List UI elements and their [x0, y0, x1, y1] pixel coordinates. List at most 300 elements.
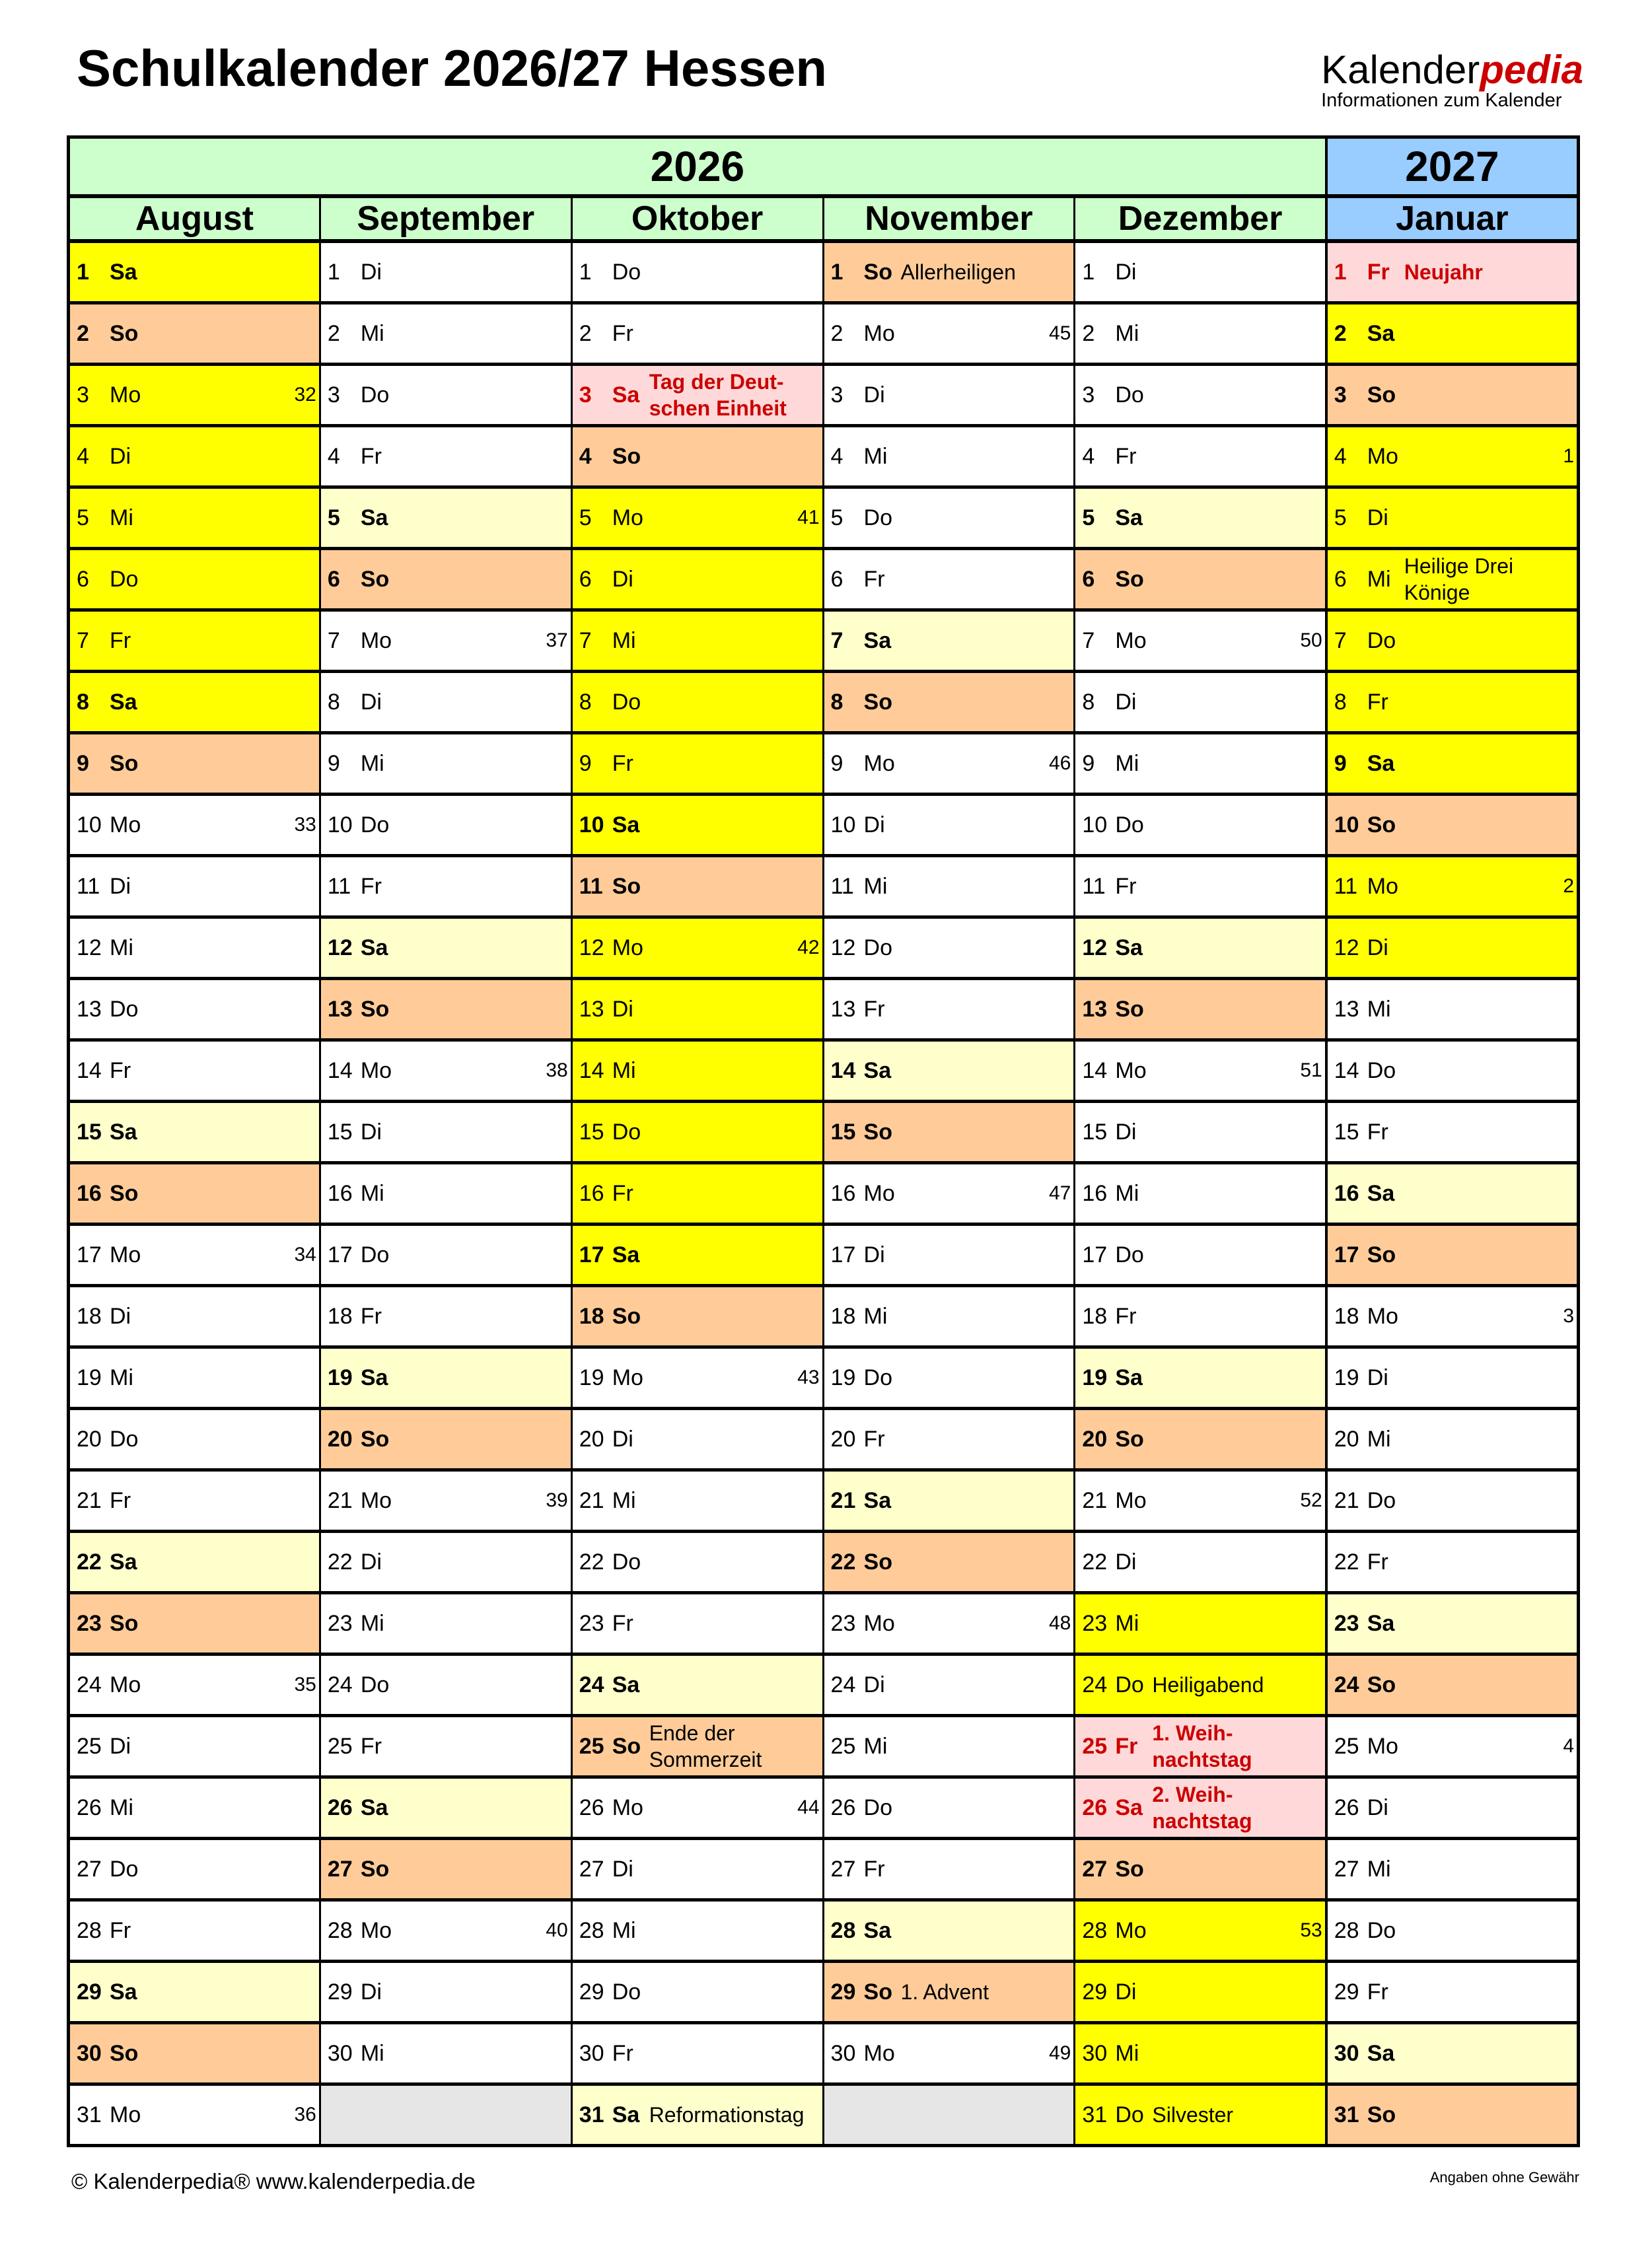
day-number: 1: [1334, 259, 1347, 285]
kalenderpedia-logo[interactable]: [1321, 50, 1583, 111]
day-cell[interactable]: [571, 303, 823, 365]
day-cell[interactable]: [320, 1470, 571, 1532]
day-cell[interactable]: [69, 1777, 320, 1839]
weekday: Di: [863, 1242, 885, 1267]
day-number: 9: [579, 750, 592, 776]
day-cell[interactable]: [320, 1593, 571, 1654]
day-cell-content: [1328, 489, 1577, 547]
day-cell[interactable]: [320, 1900, 571, 1962]
day-cell[interactable]: [1075, 979, 1326, 1040]
day-cell-content: [1075, 796, 1324, 854]
day-cell-content: [824, 489, 1074, 547]
day-cell[interactable]: [1326, 1347, 1579, 1409]
day-cell[interactable]: [320, 672, 571, 733]
day-cell-content: [1075, 550, 1324, 608]
day-number: 17: [77, 1242, 102, 1267]
day-cell-content: [573, 1533, 822, 1591]
day-cell[interactable]: [1326, 610, 1579, 672]
day-cell[interactable]: [571, 487, 823, 549]
day-cell[interactable]: [571, 795, 823, 856]
day-cell[interactable]: [1326, 1225, 1579, 1286]
day-cell[interactable]: [823, 2023, 1075, 2084]
day-cell-content: [1075, 673, 1324, 731]
day-cell[interactable]: [823, 303, 1075, 365]
day-cell[interactable]: [823, 426, 1075, 487]
day-cell[interactable]: [1075, 241, 1326, 303]
weekday: Sa: [863, 1487, 892, 1513]
day-cell[interactable]: [823, 1225, 1075, 1286]
day-cell[interactable]: [1326, 1286, 1579, 1347]
week-number: 52: [1300, 1489, 1322, 1511]
day-cell[interactable]: [320, 241, 571, 303]
day-cell[interactable]: [320, 1040, 571, 1102]
day-cell-content: [824, 734, 1074, 793]
day-cell[interactable]: [1326, 2084, 1579, 2146]
day-cell[interactable]: [1075, 733, 1326, 795]
weekday: Mi: [1115, 1180, 1139, 1206]
weekday: Mo: [360, 1487, 392, 1513]
day-number: 13: [77, 996, 102, 1022]
day-cell[interactable]: [571, 1102, 823, 1163]
weekday: Fr: [1115, 1733, 1138, 1759]
weekday: Di: [110, 1303, 131, 1329]
day-cell[interactable]: [571, 979, 823, 1040]
day-cell[interactable]: [1075, 1040, 1326, 1102]
day-cell[interactable]: [320, 979, 571, 1040]
day-cell-content: [321, 2024, 571, 2082]
weekday: Sa: [110, 259, 137, 285]
day-cell[interactable]: [320, 365, 571, 426]
day-cell[interactable]: [1326, 365, 1579, 426]
day-cell[interactable]: [571, 733, 823, 795]
day-cell[interactable]: [69, 856, 320, 917]
day-number: 15: [830, 1119, 856, 1145]
day-number: 4: [1082, 443, 1095, 469]
day-cell[interactable]: [1326, 1470, 1579, 1532]
day-number: 3: [1082, 382, 1095, 408]
day-cell-content: [1328, 1164, 1577, 1223]
day-cell[interactable]: [320, 1962, 571, 2023]
day-cell[interactable]: [1326, 2023, 1579, 2084]
day-number: 10: [830, 812, 856, 837]
day-cell[interactable]: [823, 1900, 1075, 1962]
table-row: [69, 1470, 1579, 1532]
day-cell[interactable]: [1075, 1470, 1326, 1532]
day-cell[interactable]: [1075, 1347, 1326, 1409]
day-cell-content: [824, 1840, 1074, 1898]
weekday: Mi: [1115, 750, 1139, 776]
day-cell[interactable]: [1326, 1777, 1579, 1839]
day-cell[interactable]: [823, 1040, 1075, 1102]
day-cell[interactable]: [571, 1286, 823, 1347]
day-cell-content: [70, 1042, 319, 1100]
day-number: 14: [1082, 1057, 1108, 1083]
day-cell[interactable]: [1326, 1040, 1579, 1102]
day-cell[interactable]: [1075, 549, 1326, 610]
weekday: Mo: [1115, 627, 1147, 653]
day-cell[interactable]: [1075, 1716, 1326, 1777]
day-cell[interactable]: [320, 1286, 571, 1347]
day-cell[interactable]: [69, 1839, 320, 1900]
day-cell[interactable]: [571, 1040, 823, 1102]
day-cell[interactable]: [320, 1777, 571, 1839]
day-cell[interactable]: [320, 1654, 571, 1716]
day-number: 23: [1334, 1610, 1359, 1636]
day-cell[interactable]: [823, 1286, 1075, 1347]
weekday: Sa: [360, 505, 388, 530]
weekday: Do: [360, 812, 390, 837]
day-cell[interactable]: [1326, 549, 1579, 610]
day-cell-content: [1075, 857, 1324, 915]
day-cell[interactable]: [823, 1163, 1075, 1225]
day-cell[interactable]: [571, 856, 823, 917]
day-cell[interactable]: [320, 303, 571, 365]
day-cell-content: [1075, 2086, 1324, 2144]
day-cell[interactable]: [823, 1654, 1075, 1716]
day-cell[interactable]: [1075, 1962, 1326, 2023]
day-cell[interactable]: [1075, 672, 1326, 733]
day-number: 12: [1334, 935, 1359, 960]
day-cell[interactable]: [1075, 795, 1326, 856]
day-cell-content: [1328, 734, 1577, 793]
day-cell[interactable]: [320, 1163, 571, 1225]
weekday: Sa: [1367, 2040, 1395, 2066]
day-cell[interactable]: [571, 672, 823, 733]
weekday: Fr: [1367, 1979, 1388, 2005]
weekday: Di: [1115, 1119, 1137, 1145]
day-cell[interactable]: [69, 979, 320, 1040]
logo-subtitle: Informationen zum Kalender: [1321, 90, 1562, 111]
day-cell[interactable]: [571, 917, 823, 979]
day-cell[interactable]: [823, 856, 1075, 917]
week-number: 38: [546, 1059, 568, 1081]
day-cell[interactable]: [571, 1532, 823, 1593]
day-cell[interactable]: [320, 733, 571, 795]
day-cell[interactable]: [1326, 1102, 1579, 1163]
day-number: 16: [830, 1180, 856, 1206]
day-cell[interactable]: [69, 1409, 320, 1470]
day-cell[interactable]: [571, 1409, 823, 1470]
day-number: 10: [327, 812, 353, 837]
day-cell[interactable]: [571, 1163, 823, 1225]
day-cell[interactable]: [823, 1347, 1075, 1409]
day-cell[interactable]: [69, 1286, 320, 1347]
day-cell[interactable]: [1075, 917, 1326, 979]
day-number: 14: [579, 1057, 604, 1083]
weekday: Mi: [1367, 1426, 1391, 1452]
day-cell[interactable]: [320, 487, 571, 549]
day-cell[interactable]: [571, 1654, 823, 1716]
day-cell[interactable]: [823, 1409, 1075, 1470]
day-number: 26: [1334, 1795, 1359, 1820]
day-cell[interactable]: [320, 1532, 571, 1593]
day-cell[interactable]: [1075, 1593, 1326, 1654]
day-number: 25: [830, 1733, 856, 1759]
day-number: 4: [579, 443, 592, 469]
day-cell[interactable]: [69, 795, 320, 856]
day-cell[interactable]: [823, 610, 1075, 672]
day-cell[interactable]: [69, 487, 320, 549]
day-cell[interactable]: [1326, 917, 1579, 979]
day-cell[interactable]: [1326, 1163, 1579, 1225]
day-cell[interactable]: [69, 610, 320, 672]
day-cell[interactable]: [1326, 1409, 1579, 1470]
day-cell[interactable]: [1326, 733, 1579, 795]
day-number: 23: [579, 1610, 604, 1636]
day-cell[interactable]: [69, 1654, 320, 1716]
day-number: 12: [327, 935, 353, 960]
day-cell[interactable]: [69, 2084, 320, 2146]
day-cell[interactable]: [320, 1347, 571, 1409]
day-cell[interactable]: [1075, 1654, 1326, 1716]
day-cell[interactable]: [69, 1347, 320, 1409]
day-cell[interactable]: [320, 549, 571, 610]
day-cell[interactable]: [320, 2084, 571, 2146]
day-cell[interactable]: [1075, 856, 1326, 917]
day-cell[interactable]: [571, 1347, 823, 1409]
day-cell-content: [573, 1717, 822, 1775]
day-cell[interactable]: [823, 1716, 1075, 1777]
weekday: Di: [1367, 505, 1388, 530]
day-cell[interactable]: [69, 672, 320, 733]
day-cell[interactable]: [1326, 979, 1579, 1040]
week-number: 42: [797, 937, 820, 958]
day-cell[interactable]: [69, 1532, 320, 1593]
day-cell-content: [70, 1410, 319, 1468]
weekday: Mo: [863, 320, 895, 346]
day-cell[interactable]: [1075, 1163, 1326, 1225]
day-cell[interactable]: [1326, 672, 1579, 733]
weekday: Mo: [863, 1610, 895, 1636]
day-cell[interactable]: [1326, 1962, 1579, 2023]
day-cell[interactable]: [1075, 426, 1326, 487]
day-cell[interactable]: [1326, 1900, 1579, 1962]
day-number: 13: [1082, 996, 1108, 1022]
day-cell[interactable]: [320, 856, 571, 917]
day-cell[interactable]: [1075, 2023, 1326, 2084]
day-cell-content: [824, 1533, 1074, 1591]
day-cell[interactable]: [823, 795, 1075, 856]
day-cell[interactable]: [1075, 303, 1326, 365]
weekday: Sa: [1115, 1795, 1143, 1820]
weekday: Do: [110, 1426, 139, 1452]
day-cell[interactable]: [1326, 1716, 1579, 1777]
day-cell-content: [1328, 304, 1577, 363]
day-cell[interactable]: [69, 2023, 320, 2084]
day-cell[interactable]: [823, 733, 1075, 795]
day-cell[interactable]: [1075, 487, 1326, 549]
day-cell-content: [1075, 366, 1324, 424]
table-row: [69, 241, 1579, 303]
day-number: 15: [1082, 1119, 1108, 1145]
day-cell[interactable]: [69, 241, 320, 303]
day-cell[interactable]: [571, 1716, 823, 1777]
day-cell[interactable]: [1075, 1839, 1326, 1900]
day-cell[interactable]: [69, 1163, 320, 1225]
day-number: 24: [830, 1672, 856, 1697]
weekday: Fr: [612, 1610, 633, 1636]
day-cell-content: [70, 1164, 319, 1223]
day-cell[interactable]: [571, 1839, 823, 1900]
day-number: 12: [77, 935, 102, 960]
day-cell[interactable]: [1326, 1654, 1579, 1716]
day-cell[interactable]: [1326, 487, 1579, 549]
day-cell[interactable]: [1075, 1532, 1326, 1593]
day-cell-content: [1075, 1287, 1324, 1345]
day-number: 30: [579, 2040, 604, 2066]
day-cell[interactable]: [823, 1777, 1075, 1839]
day-cell-content: [573, 1164, 822, 1223]
day-cell[interactable]: [571, 549, 823, 610]
day-cell[interactable]: [1075, 1225, 1326, 1286]
day-cell[interactable]: [823, 241, 1075, 303]
day-cell[interactable]: [823, 1102, 1075, 1163]
day-cell[interactable]: [571, 1777, 823, 1839]
day-cell-content: [1075, 1594, 1324, 1653]
day-cell[interactable]: [69, 1593, 320, 1654]
day-number: 3: [579, 382, 592, 408]
weekday: Sa: [360, 1365, 388, 1390]
day-cell[interactable]: [320, 1409, 571, 1470]
day-cell[interactable]: [571, 365, 823, 426]
day-cell[interactable]: [571, 2023, 823, 2084]
day-cell[interactable]: [823, 549, 1075, 610]
day-cell[interactable]: [69, 733, 320, 795]
day-cell-content: [70, 550, 319, 608]
day-cell[interactable]: [69, 426, 320, 487]
day-number: 21: [830, 1487, 856, 1513]
day-cell[interactable]: [69, 917, 320, 979]
day-cell-content: [1075, 1963, 1324, 2021]
week-number: 53: [1300, 1919, 1322, 1941]
day-cell[interactable]: [1075, 1900, 1326, 1962]
day-number: 11: [1082, 873, 1106, 899]
day-cell[interactable]: [823, 365, 1075, 426]
day-cell[interactable]: [320, 1839, 571, 1900]
weekday: Mi: [612, 1917, 636, 1943]
day-cell[interactable]: [1075, 1286, 1326, 1347]
day-cell[interactable]: [571, 2084, 823, 2146]
day-cell[interactable]: [823, 1839, 1075, 1900]
day-cell[interactable]: [69, 1470, 320, 1532]
day-cell[interactable]: [1326, 1839, 1579, 1900]
day-cell-content: [1075, 1779, 1324, 1837]
weekday: Mi: [360, 2040, 384, 2066]
day-cell[interactable]: [823, 2084, 1075, 2146]
day-cell-content: [70, 2086, 319, 2144]
day-cell[interactable]: [571, 241, 823, 303]
day-cell[interactable]: [1075, 2084, 1326, 2146]
day-cell[interactable]: [320, 1716, 571, 1777]
day-cell[interactable]: [320, 426, 571, 487]
day-cell[interactable]: [823, 917, 1075, 979]
day-cell[interactable]: [823, 487, 1075, 549]
day-number: 20: [327, 1426, 353, 1452]
day-cell[interactable]: [1326, 1532, 1579, 1593]
day-number: 23: [327, 1610, 353, 1636]
day-cell[interactable]: [69, 1716, 320, 1777]
day-cell[interactable]: [823, 1962, 1075, 2023]
day-cell[interactable]: [320, 795, 571, 856]
day-number: 23: [830, 1610, 856, 1636]
day-cell[interactable]: [69, 1102, 320, 1163]
day-cell[interactable]: [823, 1593, 1075, 1654]
day-number: 19: [579, 1365, 604, 1390]
day-number: 31: [1082, 2102, 1108, 2127]
table-row: [69, 1900, 1579, 1962]
day-cell[interactable]: [571, 1225, 823, 1286]
day-cell[interactable]: [1075, 610, 1326, 672]
day-cell[interactable]: [823, 979, 1075, 1040]
day-cell[interactable]: [823, 1470, 1075, 1532]
weekday: Di: [612, 1426, 633, 1452]
weekday: Sa: [863, 1917, 892, 1943]
day-cell[interactable]: [1326, 241, 1579, 303]
day-cell[interactable]: [1075, 365, 1326, 426]
day-cell[interactable]: [320, 1102, 571, 1163]
day-cell[interactable]: [69, 1225, 320, 1286]
day-number: 21: [579, 1487, 604, 1513]
weekday: Mi: [612, 1057, 636, 1083]
day-cell[interactable]: [1326, 856, 1579, 917]
day-cell-content: [70, 1472, 319, 1530]
day-cell[interactable]: [69, 303, 320, 365]
day-cell-content: [70, 427, 319, 485]
day-cell[interactable]: [571, 1593, 823, 1654]
day-cell[interactable]: [571, 426, 823, 487]
day-cell-content: [321, 1410, 571, 1468]
day-cell[interactable]: [823, 672, 1075, 733]
day-cell[interactable]: [571, 1962, 823, 2023]
day-cell-content: [1075, 1902, 1324, 1960]
table-row: [69, 1102, 1579, 1163]
day-cell[interactable]: [1326, 426, 1579, 487]
day-cell[interactable]: [571, 1470, 823, 1532]
day-cell[interactable]: [1326, 303, 1579, 365]
day-cell[interactable]: [1075, 1102, 1326, 1163]
day-cell[interactable]: [823, 1532, 1075, 1593]
day-number: 6: [327, 566, 340, 592]
day-cell[interactable]: [320, 2023, 571, 2084]
day-cell[interactable]: [571, 610, 823, 672]
day-cell[interactable]: [320, 610, 571, 672]
day-cell[interactable]: [69, 549, 320, 610]
weekday: Do: [110, 566, 139, 592]
day-cell[interactable]: [1075, 1777, 1326, 1839]
day-cell-content: [1328, 2024, 1577, 2082]
table-row: [69, 365, 1579, 426]
week-number: 44: [797, 1796, 820, 1818]
day-cell[interactable]: [320, 1225, 571, 1286]
weekday: Mi: [360, 320, 384, 346]
day-number: 15: [77, 1119, 102, 1145]
weekday: So: [863, 689, 892, 715]
day-number: 27: [77, 1856, 102, 1882]
day-number: 19: [77, 1365, 102, 1390]
day-cell[interactable]: [320, 917, 571, 979]
day-cell[interactable]: [69, 1040, 320, 1102]
day-cell-content: [70, 2024, 319, 2082]
day-cell[interactable]: [69, 1962, 320, 2023]
day-number: 27: [579, 1856, 604, 1882]
day-cell[interactable]: [1326, 1593, 1579, 1654]
day-cell[interactable]: [571, 1900, 823, 1962]
day-cell[interactable]: [1326, 795, 1579, 856]
day-cell[interactable]: [69, 365, 320, 426]
day-cell[interactable]: [1075, 1409, 1326, 1470]
day-number: 1: [1082, 259, 1095, 285]
day-cell[interactable]: [69, 1900, 320, 1962]
